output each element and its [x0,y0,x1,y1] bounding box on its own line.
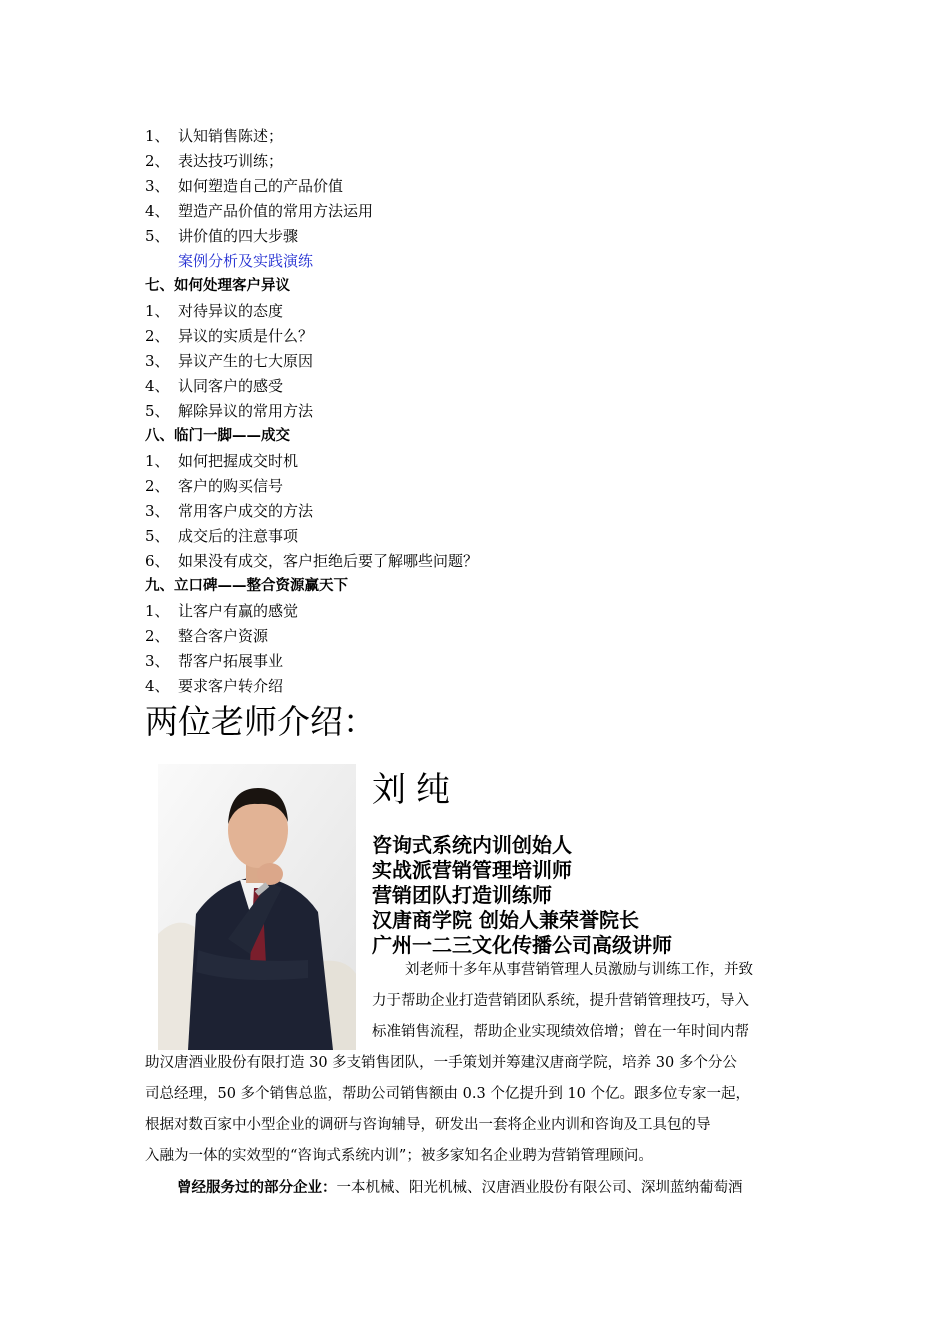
served-companies-label: 曾经服务过的部分企业： [177,1180,337,1196]
list-item: 3、 常用客户成交的方法 [145,502,314,520]
list-item: 2、 整合客户资源 [145,627,269,645]
teacher-name: 刘纯 [372,770,460,810]
list-item: 4、 要求客户转介绍 [145,677,284,695]
teacher-title: 实战派营销管理培训师 [372,858,572,882]
list-item: 5、 成交后的注意事项 [145,527,299,545]
bio-line: 刘老师十多年从事营销管理人员激励与训练工作，并致 [405,962,753,978]
served-companies [177,1173,743,1204]
list-item: 1、 如何把握成交时机 [145,452,299,470]
teacher-title: 咨询式系统内训创始人 [372,833,572,857]
list-item: 1、 认知销售陈述； [145,127,284,145]
bio-line: 标准销售流程，帮助企业实现绩效倍增；曾在一年时间内帮 [372,1024,749,1040]
list-item: 4、 认同客户的感受 [145,377,284,395]
list-item: 3、 异议产生的七大原因 [145,352,314,370]
section-heading: 七、如何处理客户异议 [145,278,290,294]
list-item: 3、 如何塑造自己的产品价值 [145,177,344,195]
case-study-label: 案例分析及实践演练 [178,252,314,270]
section-heading: 九、立口碑——整合资源赢天下 [145,578,348,594]
teacher-title: 汉唐商学院 创始人兼荣誉院长 [372,908,639,932]
list-item: 2、 客户的购买信号 [145,477,284,495]
list-item: 2、 异议的实质是什么？ [145,327,314,345]
teacher-photo [158,764,356,1050]
list-item: 1、 让客户有赢的感觉 [145,602,299,620]
list-item: 1、 对待异议的态度 [145,302,284,320]
teacher-title: 营销团队打造训练师 [372,883,552,907]
list-item: 2、 表达技巧训练； [145,152,284,170]
list-item: 4、 塑造产品价值的常用方法运用 [145,202,374,220]
bio-line: 力于帮助企业打造营销团队系统，提升营销管理技巧，导入 [372,993,749,1009]
course-outline [145,124,825,699]
list-item: 5、 解除异议的常用方法 [145,402,314,420]
bio-line: 助汉唐酒业股份有限打造 30 多支销售团队，一手策划并筹建汉唐商学院，培养 30 多个分公 [145,1055,737,1071]
teacher-titles [372,833,672,958]
section-heading: 八、临门一脚——成交 [145,428,290,444]
served-companies-text: 一本机械、阳光机械、汉唐酒业股份有限公司、深圳蓝纳葡萄酒 [336,1180,743,1196]
bio-line: 根据对数百家中小型企业的调研与咨询辅导，研发出一套将企业内训和咨询及工具包的导 [145,1117,711,1133]
teacher-title: 广州一二三文化传播公司高级讲师 [372,933,672,957]
teachers-heading: 两位老师介绍： [145,702,376,741]
list-item: 3、 帮客户拓展事业 [145,652,284,670]
bio-line: 司总经理，50 多个销售总监，帮助公司销售额由 0.3 个亿提升到 10 个亿。跟多位专家一起， [145,1086,751,1102]
list-item: 5、 讲价值的四大步骤 [145,227,299,245]
list-item: 6、 如果没有成交，客户拒绝后要了解哪些问题？ [145,552,479,570]
bio-line: 入融为一体的实效型的“咨询式系统内训”；被多家知名企业聘为营销管理顾问。 [145,1148,653,1164]
